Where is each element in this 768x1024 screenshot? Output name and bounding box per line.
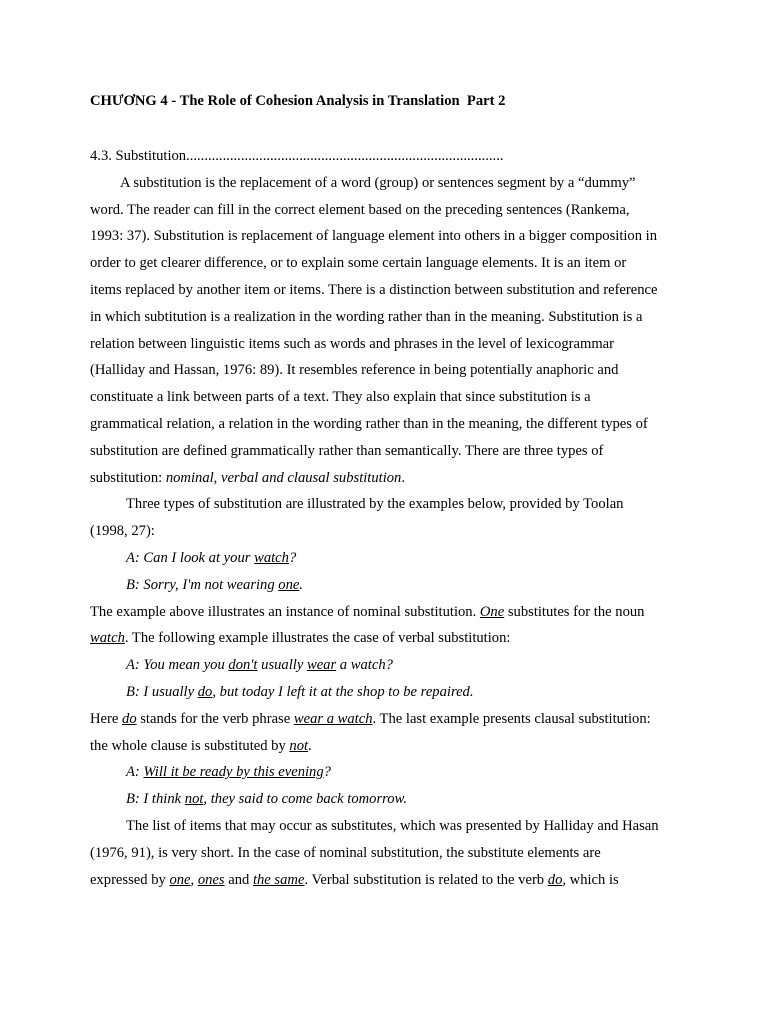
substitution-types: nominal, verbal and clausal substitution (165, 469, 402, 486)
paragraph-examples-intro (90, 491, 690, 545)
text-run: . (401, 469, 406, 486)
text-run: B: Sorry, I'm not wearing (126, 576, 279, 593)
example-line (90, 786, 690, 813)
underlined-word: don't (228, 657, 258, 674)
example-line (90, 545, 690, 572)
text-line: A substitution is the replacement of a word (group) or sentences segment by a “dummy” (120, 174, 636, 191)
text-run: , but today I left it at the shop to be repaired. (212, 683, 474, 700)
text-run: , which is (562, 871, 619, 888)
underlined-phrase: the same (252, 871, 305, 888)
text-line (90, 733, 690, 760)
text-line (90, 625, 690, 652)
underlined-word: watch (90, 630, 125, 647)
underlined-word: do (547, 871, 563, 888)
text-line: Three types of substitution are illustrated by the examples below, provided by Toolan (126, 496, 624, 513)
text-line: relation between linguistic items such as words and phrases in the level of lexicogrammar (90, 335, 615, 352)
text-line: in which subtitution is a realization in the wording rather than in the meaning. Substitution is a (90, 308, 643, 325)
underlined-word: one (278, 576, 300, 593)
text-line: word. The reader can fill in the correct element based on the preceding sentences (Rankema, (90, 201, 630, 218)
underlined-word: not (184, 791, 204, 808)
underlined-phrase: wear a watch (293, 710, 373, 727)
text-run: ? (288, 549, 297, 566)
text-run: . The last example presents clausal substitution: (372, 710, 651, 727)
text-run: the whole clause is substituted by (90, 737, 290, 754)
text-run: expressed by (90, 871, 170, 888)
example-nominal (90, 545, 690, 599)
text-line: (1976, 91), is very short. In the case of nominal substitution, the substitute elements are (90, 844, 601, 861)
text-line (90, 465, 690, 492)
text-run: a watch? (336, 657, 393, 674)
text-run: . (308, 737, 312, 754)
text-line (90, 867, 690, 894)
example-line (90, 572, 690, 599)
text-line: (Halliday and Hassan, 1976: 89). It resembles reference in being potentially anaphoric and (90, 362, 619, 379)
text-line: The list of items that may occur as substitutes, which was presented by Halliday and Hasan (126, 817, 659, 834)
text-line: 1993: 37). Substitution is replacement of language element into others in a bigger composition in (90, 228, 658, 245)
text-run: . Verbal substitution is related to the verb (304, 871, 548, 888)
underlined-word: watch (254, 549, 289, 566)
paragraph-substitute-list (90, 813, 690, 893)
underlined-phrase: Will it be ready by this evening (143, 764, 324, 781)
underlined-word: not (289, 737, 309, 754)
text-line (90, 599, 690, 626)
text-line: constituate a link between parts of a text. They also explain that since substitution is a (90, 389, 591, 406)
document-body (90, 143, 690, 893)
underlined-word: wear (306, 657, 337, 674)
paragraph-substitution-definition (90, 170, 690, 492)
text-run: ? (323, 764, 331, 781)
underlined-word: do (122, 710, 137, 727)
example-clausal (90, 759, 690, 813)
example-verbal (90, 652, 690, 706)
example-line (90, 652, 690, 679)
text-run: substitutes for the noun (504, 603, 645, 620)
example-line (90, 679, 690, 706)
text-line: (1998, 27): (90, 523, 155, 540)
underlined-word: One (479, 603, 505, 620)
text-run: The example above illustrates an instance of nominal substitution. (90, 603, 480, 620)
text-run: . (299, 576, 304, 593)
paragraph-nominal-explanation (90, 599, 690, 653)
text-run: stands for the verb phrase (136, 710, 294, 727)
text-run: A: Can I look at your (126, 549, 255, 566)
text-run: , (190, 871, 198, 888)
text-run: usually (257, 657, 307, 674)
underlined-word: ones (197, 871, 225, 888)
text-run: A: You mean you (126, 657, 229, 674)
underlined-word: do (197, 683, 213, 700)
text-line: items replaced by another item or items. There is a distinction between substitution and reference (90, 281, 658, 298)
text-run: , they said to come back tomorrow. (203, 791, 407, 808)
text-line: grammatical relation, a relation in the wording rather than in the meaning, the different types of (90, 415, 648, 432)
example-line (90, 759, 690, 786)
text-line: order to get clearer difference, or to explain some certain language elements. It is an item or (90, 255, 627, 272)
text-run: . The following example illustrates the case of verbal substitution: (124, 630, 511, 647)
chapter-title: CHƯƠNG 4 - The Role of Cohesion Analysis in Translation Part 2 (90, 93, 506, 109)
underlined-word: one (169, 871, 191, 888)
text-run: and (224, 871, 253, 888)
text-run: A: (126, 764, 144, 781)
text-line: substitution are defined grammatically rather than semantically. There are three types of (90, 442, 604, 459)
section-heading: 4.3. Substitution....................................................................................... (90, 148, 504, 164)
text-run: B: I usually (126, 683, 198, 700)
text-run: substitution: (90, 469, 166, 486)
text-run: Here (90, 710, 123, 727)
text-line (90, 706, 690, 733)
text-run: B: I think (126, 791, 185, 808)
paragraph-verbal-explanation (90, 706, 690, 760)
